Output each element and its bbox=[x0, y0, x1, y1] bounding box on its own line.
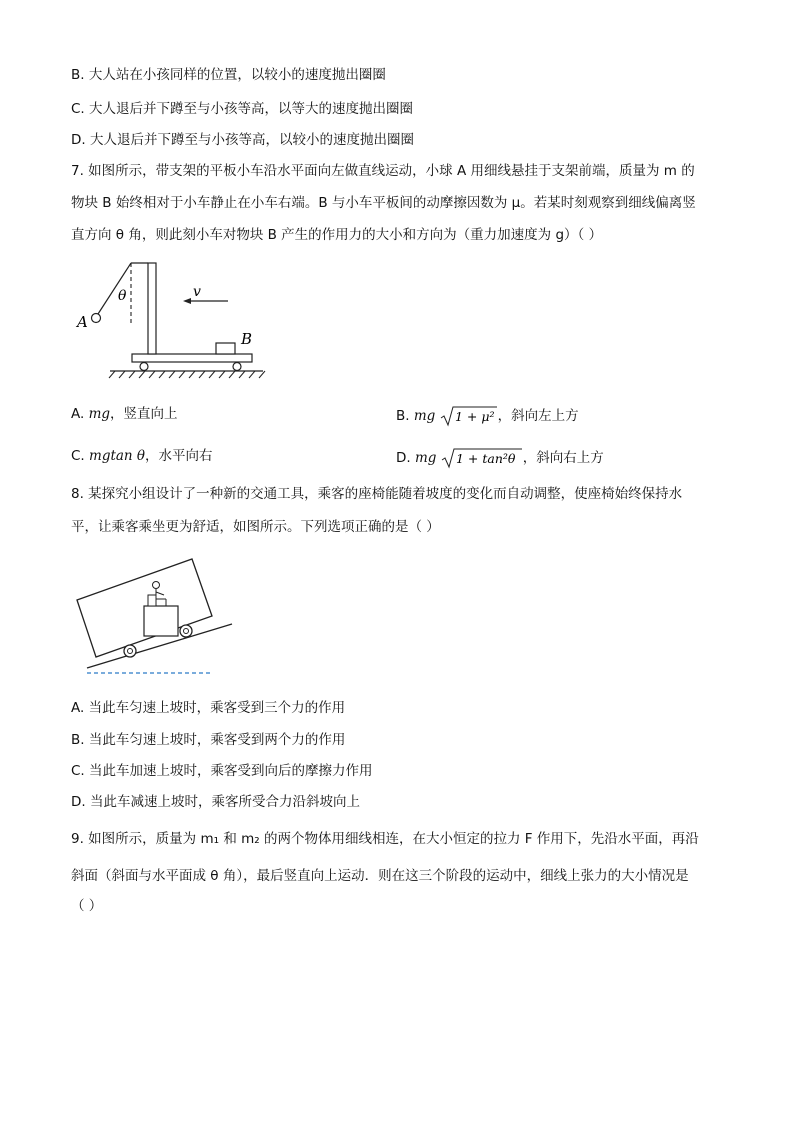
option-label: D. bbox=[396, 450, 411, 466]
svg-text:1 + μ²: 1 + μ² bbox=[454, 409, 495, 424]
option-text: ，水平向右 bbox=[145, 448, 213, 464]
q8-stem-line-2: 平，让乘客乘坐更为舒适，如图所示。下列选项正确的是（ ） bbox=[71, 519, 440, 535]
q7-stem-line-1: 7. 如图所示，带支架的平板小车沿水平面向左做直线运动，小球 A 用细线悬挂于支架前端，质量为 m 的 bbox=[71, 163, 695, 179]
theta-label: θ bbox=[118, 288, 127, 304]
svg-text:1 + tan²θ: 1 + tan²θ bbox=[455, 451, 516, 466]
option-expr: mg bbox=[414, 450, 437, 466]
ball-a bbox=[92, 314, 101, 323]
option-expr: mg bbox=[88, 406, 111, 422]
q6-option-b: B. 大人站在小孩同样的位置，以较小的速度抛出圈圈 bbox=[71, 67, 386, 83]
cart-wheel-right bbox=[233, 363, 241, 371]
q7-option-d bbox=[396, 447, 604, 469]
q7-cart-figure bbox=[75, 255, 270, 385]
passenger-head bbox=[153, 582, 160, 589]
support-post bbox=[148, 263, 156, 354]
option-label: B. bbox=[396, 408, 410, 424]
option-text: ，竖直向上 bbox=[110, 406, 178, 422]
seat-platform bbox=[144, 606, 178, 636]
block-b bbox=[216, 343, 235, 354]
q7-option-a bbox=[71, 405, 178, 423]
q8-vehicle-figure bbox=[72, 555, 237, 680]
sqrt-sign-icon bbox=[441, 447, 523, 469]
v-label: v bbox=[193, 284, 201, 300]
vehicle-wheel-right bbox=[180, 625, 192, 637]
q7-option-c bbox=[71, 447, 213, 465]
sqrt-sign-icon bbox=[440, 405, 498, 427]
cart-platform bbox=[132, 354, 252, 362]
q8-option-a: A. 当此车匀速上坡时，乘客受到三个力的作用 bbox=[71, 700, 346, 716]
option-label: A. bbox=[71, 406, 85, 422]
q9-stem-line-3: （ ） bbox=[71, 898, 103, 914]
q6-option-d: D. 大人退后并下蹲至与小孩等高，以较小的速度抛出圈圈 bbox=[71, 132, 414, 148]
q8-option-c: C. 当此车加速上坡时，乘客受到向后的摩擦力作用 bbox=[71, 763, 373, 779]
vehicle-wheel-left bbox=[124, 645, 136, 657]
b-label: B bbox=[241, 330, 253, 348]
q9-stem-line-2: 斜面（斜面与水平面成 θ 角），最后竖直向上运动．则在这三个阶段的运动中，细线上张力的大小情况是 bbox=[71, 868, 689, 884]
q9-stem-line-1: 9. 如图所示，质量为 m₁ 和 m₂ 的两个物体用细线相连，在大小恒定的拉力 F 作用下，先沿水平面，再沿 bbox=[71, 831, 699, 847]
q7-stem-line-2: 物块 B 始终相对于小车静止在小车右端。B 与小车平板间的动摩擦因数为 μ。若某时刻观察到细线偏离竖 bbox=[71, 195, 696, 211]
option-text: ，斜向左上方 bbox=[497, 408, 579, 424]
option-label: C. bbox=[71, 448, 85, 464]
q6-option-c: C. 大人退后并下蹲至与小孩等高，以等大的速度抛出圈圈 bbox=[71, 101, 414, 117]
option-text: ，斜向右上方 bbox=[522, 450, 604, 466]
q8-option-b: B. 当此车匀速上坡时，乘客受到两个力的作用 bbox=[71, 732, 346, 748]
q8-stem-line-1: 8. 某探究小组设计了一种新的交通工具，乘客的座椅能随着坡度的变化而自动调整，使座椅始终保持水 bbox=[71, 486, 683, 502]
cart-wheel-left bbox=[140, 363, 148, 371]
a-label: A bbox=[77, 313, 88, 331]
q7-stem-line-3: 直方向 θ 角，则此刻小车对物块 B 产生的作用力的大小和方向为（重力加速度为 g）（ ） bbox=[71, 227, 603, 243]
q8-option-d: D. 当此车减速上坡时，乘客所受合力沿斜坡向上 bbox=[71, 794, 360, 810]
option-expr: mgtan θ bbox=[89, 448, 146, 464]
option-expr: mg bbox=[413, 408, 436, 424]
q7-option-b bbox=[396, 405, 579, 427]
